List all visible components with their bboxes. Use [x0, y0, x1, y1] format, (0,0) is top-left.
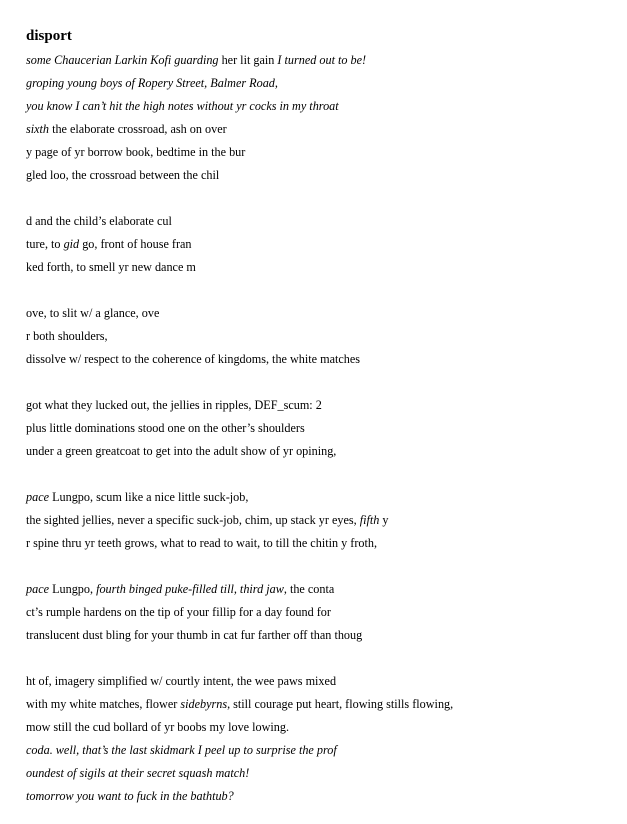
text-segment: Lungpo, [49, 582, 97, 596]
poem-line [26, 210, 616, 233]
italic-segment: some Chaucerian Larkin Kofi guarding [26, 53, 222, 67]
stanza [26, 486, 616, 555]
poem-line [26, 509, 616, 532]
poem-body [26, 49, 616, 808]
poem-line [26, 325, 616, 348]
stanza [26, 670, 616, 808]
poem-line [26, 601, 616, 624]
italic-segment: groping young boys of Ropery Street, Balmer Road, [26, 76, 278, 90]
text-segment: got what they lucked out, the jellies in ripples, DEF_scum: 2 [26, 398, 322, 412]
text-segment: y [379, 513, 389, 527]
poem-line [26, 417, 616, 440]
poem-line [26, 532, 616, 555]
italic-segment: pace [26, 582, 50, 596]
text-segment: translucent dust bling for your thumb in cat fur farther off than thoug [26, 628, 363, 642]
italic-segment: pace [26, 490, 50, 504]
italic-segment: fourth binged puke-filled till, third jaw [96, 582, 284, 596]
poem-line [26, 716, 616, 739]
text-segment: with my white matches, flower [26, 697, 181, 711]
poem-line [26, 72, 616, 95]
poem-line [26, 578, 616, 601]
text-segment: ked forth, to smell yr new dance m [26, 260, 196, 274]
italic-segment: fifth [359, 513, 380, 527]
poem-page [26, 27, 616, 808]
poem-line [26, 670, 616, 693]
text-segment: her lit gain [221, 53, 278, 67]
stanza [26, 49, 616, 187]
italic-segment: tomorrow you want to fuck in the bathtub? [26, 789, 234, 803]
stanza [26, 302, 616, 371]
text-segment: , still courage put heart, flowing stills flowing, [227, 697, 454, 711]
text-segment: go, front of house fran [79, 237, 192, 251]
stanza [26, 578, 616, 647]
poem-line [26, 233, 616, 256]
poem-line [26, 118, 616, 141]
italic-segment: gid [63, 237, 80, 251]
poem-line [26, 95, 616, 118]
poem-line [26, 739, 616, 762]
poem-title: disport [26, 28, 72, 44]
stanza-break [26, 463, 616, 486]
stanza-break [26, 371, 616, 394]
poem-line [26, 440, 616, 463]
stanza [26, 210, 616, 279]
poem-line [26, 785, 616, 808]
italic-segment: oundest of sigils at their secret squash match! [26, 766, 250, 780]
text-segment: dissolve w/ respect to the coherence of kingdoms, the white matches [26, 352, 361, 366]
text-segment: the sighted jellies, never a specific suck-job, chim, up stack yr eyes, [26, 513, 360, 527]
poem-line [26, 141, 616, 164]
text-segment: d and the child’s elaborate cul [26, 214, 172, 228]
text-segment: under a green greatcoat to get into the adult show of yr opining, [26, 444, 337, 458]
text-segment: ture, to [26, 237, 64, 251]
poem-line [26, 624, 616, 647]
italic-segment: sixth [26, 122, 50, 136]
stanza-break [26, 187, 616, 210]
text-segment: ct’s rumple hardens on the tip of your fillip for a day found for [26, 605, 331, 619]
poem-line [26, 164, 616, 187]
text-segment: r both shoulders, [26, 329, 108, 343]
italic-segment: sidebyrns [180, 697, 228, 711]
poem-line [26, 486, 616, 509]
text-segment: Lungpo, scum like a nice little suck-job, [49, 490, 249, 504]
poem-line [26, 693, 616, 716]
text-segment: , the conta [283, 582, 335, 596]
poem-line [26, 394, 616, 417]
poem-line [26, 302, 616, 325]
text-segment: ove, to slit w/ a glance, ove [26, 306, 160, 320]
italic-segment: I turned out to be! [277, 53, 367, 67]
stanza-break [26, 555, 616, 578]
stanza-break [26, 647, 616, 670]
poem-line [26, 762, 616, 785]
text-segment: mow still the cud bollard of yr boobs my love lowing. [26, 720, 290, 734]
italic-segment: coda. well, that’s the last skidmark I peel up to surprise the prof [26, 743, 337, 757]
stanza [26, 394, 616, 463]
italic-segment: you know I can’t hit the high notes without yr cocks in my throat [26, 99, 339, 113]
text-segment: the elaborate crossroad, ash on over [49, 122, 227, 136]
poem-line [26, 256, 616, 279]
text-segment: plus little dominations stood one on the other’s shoulders [26, 421, 305, 435]
text-segment: y page of yr borrow book, bedtime in the bur [26, 145, 246, 159]
stanza-break [26, 279, 616, 302]
poem-line [26, 49, 616, 72]
poem-line [26, 348, 616, 371]
text-segment: ht of, imagery simplified w/ courtly intent, the wee paws mixed [26, 674, 337, 688]
text-segment: r spine thru yr teeth grows, what to read to wait, to till the chitin y froth, [26, 536, 377, 550]
text-segment: gled loo, the crossroad between the chil [26, 168, 220, 182]
